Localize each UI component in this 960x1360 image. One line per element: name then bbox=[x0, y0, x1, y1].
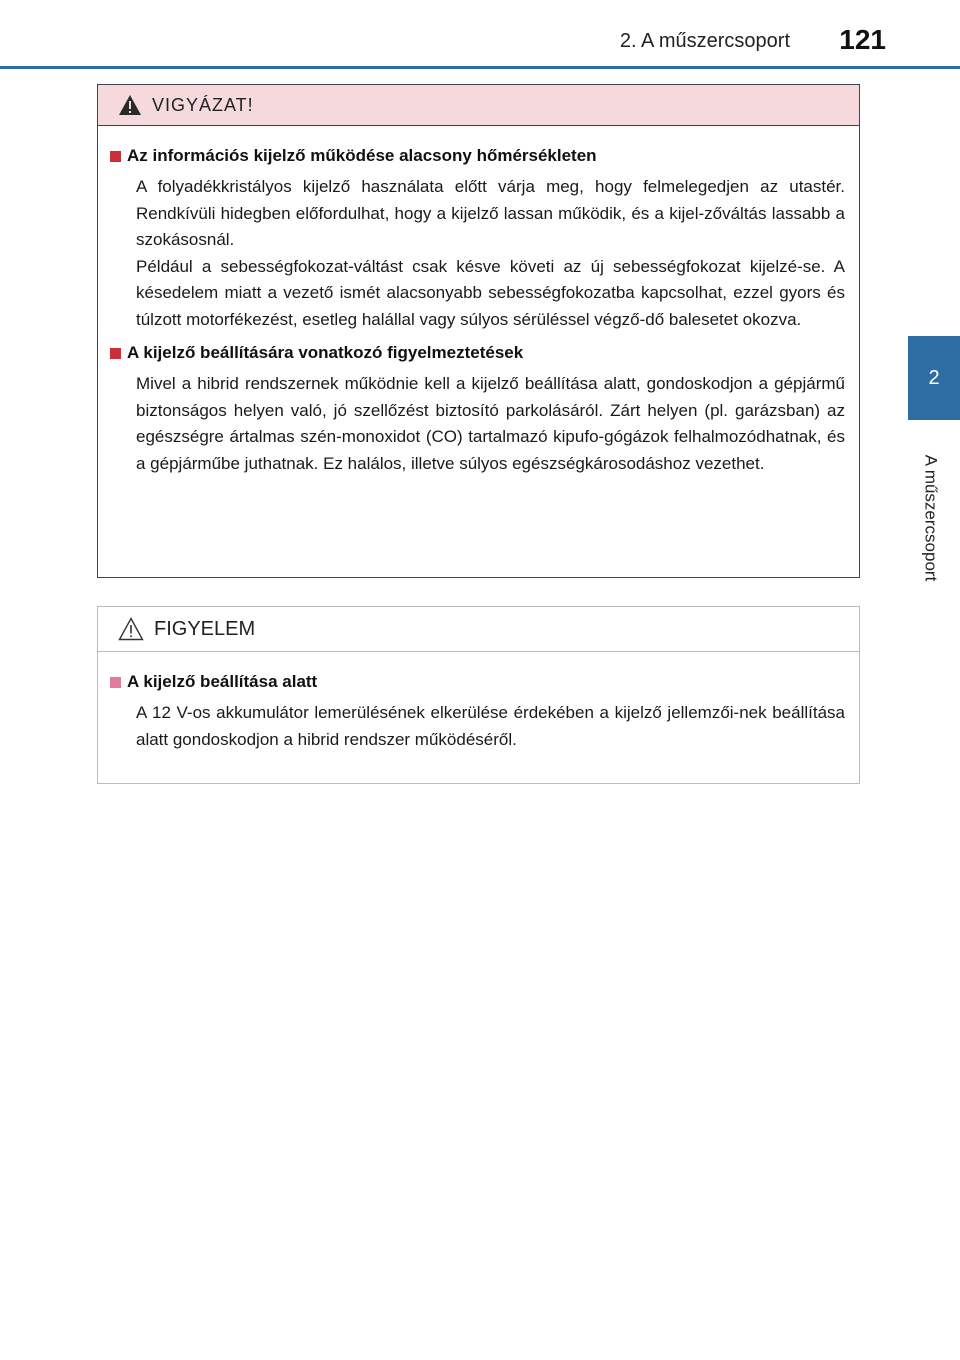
paragraph: A folyadékkristályos kijelző használata előtt várja meg, hogy felmelegedjen az utastér. Rendkívüli hidegben előfordulhat, hogy a kijelző lassan működik, és a kijel-zőváltás lassabb a szokásosnál. bbox=[136, 177, 845, 249]
paragraph-block bbox=[136, 371, 845, 477]
page-number: 121 bbox=[839, 24, 886, 55]
bullet-square-icon bbox=[110, 151, 121, 162]
caution-triangle-icon bbox=[118, 617, 144, 641]
warning-title: VIGYÁZAT! bbox=[152, 94, 254, 115]
chapter-number: 2 bbox=[928, 366, 940, 389]
caution-content bbox=[98, 652, 859, 753]
section-heading bbox=[110, 343, 845, 363]
chapter-side-label bbox=[910, 438, 950, 598]
caution-title: FIGYELEM bbox=[154, 617, 256, 640]
paragraph: Mivel a hibrid rendszernek működnie kell a kijelző beállítása alatt, gondoskodjon a gépjármű biztonságos helyen való, jó szellőzést biztosító parkolásáról. Zárt helyen (pl. garázsban) az egészségre ártalmas szén-monoxidot (CO) tartalmazó kipufo-gógázok felhalmozódhatnak, és a gépjárműbe juthatnak. Ez halálos, illetve súlyos egészségkárosodáshoz vezethet. bbox=[136, 374, 845, 473]
section-heading-text: Az információs kijelző működése alacsony hőmérsékleten bbox=[127, 146, 597, 165]
caution-box bbox=[97, 606, 860, 784]
section-heading bbox=[110, 672, 845, 692]
header-divider bbox=[0, 66, 960, 69]
chapter-label: A műszercsoport bbox=[921, 454, 941, 582]
chapter-tab bbox=[908, 336, 960, 420]
paragraph: A 12 V-os akkumulátor lemerülésének elkerülése érdekében a kijelző jellemzői-nek beállítása alatt gondoskodjon a hibrid rendszer működéséről. bbox=[136, 703, 845, 749]
paragraph-block bbox=[136, 700, 845, 753]
warning-box bbox=[97, 84, 860, 578]
section-heading bbox=[110, 146, 845, 166]
paragraph-block bbox=[136, 174, 845, 333]
running-header-title: 2. A műszercsoport bbox=[619, 30, 790, 52]
paragraph: Például a sebességfokozat-váltást csak késve követi az új sebességfokozat kijelzé-se. A késedelem miatt a vezető ismét alacsonyabb sebességfokozatba kapcsolhat, ezzel gyors és túlzott motorfékezést, esetleg halállal vagy súlyos sérüléssel végző-dő balesetet okozva. bbox=[136, 256, 845, 329]
bullet-square-icon bbox=[110, 348, 121, 359]
section-heading-text: A kijelző beállítása alatt bbox=[127, 672, 318, 691]
warning-content bbox=[98, 126, 859, 477]
caution-header bbox=[98, 607, 859, 652]
warning-header bbox=[98, 85, 859, 126]
warning-triangle-icon bbox=[118, 94, 142, 116]
bullet-square-icon bbox=[110, 677, 121, 688]
section-heading-text: A kijelző beállítására vonatkozó figyelmeztetések bbox=[127, 343, 524, 362]
